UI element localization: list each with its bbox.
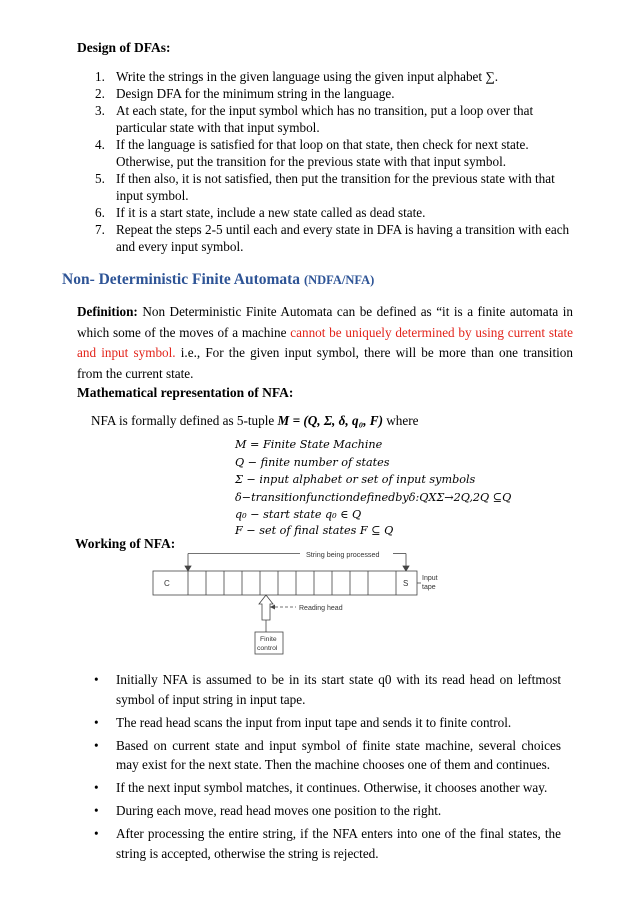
list-item	[77, 713, 561, 733]
step-number: 5.	[95, 171, 105, 186]
list-item	[77, 736, 561, 775]
working-heading: Working of NFA:	[75, 536, 176, 551]
bullet-glyph: •	[94, 714, 99, 730]
list-item	[77, 170, 572, 204]
definition-line-m: M = Finite State Machine	[235, 438, 383, 451]
list-item	[77, 85, 572, 102]
list-item	[77, 670, 561, 709]
bullet-glyph: •	[94, 672, 99, 687]
step-number: 6.	[95, 205, 105, 220]
definition-line-delta: δ−transitionfunctiondefinedbyδ:QXΣ→2Q,2Q ⊆Q	[235, 491, 512, 504]
bullet-text: Initially NFA is assumed to be in its start state q0 with its read head on leftmost symbol of input string in input tape.	[116, 672, 561, 707]
tuple-suffix: where	[382, 413, 419, 428]
tape-label-line-1: Input	[422, 575, 438, 582]
bullet-text: The read head scans the input from input tape and sends it to finite control.	[116, 714, 512, 730]
step-number: 2.	[95, 86, 105, 101]
step-text: If then also, it is not satisfied, then put the transition for the previous state with that input symbol.	[116, 171, 555, 203]
tuple-prefix: NFA is formally defined as 5-tuple	[91, 413, 278, 428]
bullet-text: If the next input symbol matches, it continues. Otherwise, it chooses another way.	[116, 780, 548, 795]
definition-line-sigma: Σ − input alphabet or set of input symbols	[235, 473, 476, 486]
step-number: 7.	[95, 222, 105, 237]
step-text: Design DFA for the minimum string in the language.	[116, 86, 395, 101]
tape-cell-start: C	[164, 579, 170, 588]
step-number: 1.	[95, 69, 105, 84]
bullet-glyph: •	[94, 780, 99, 795]
step-text: If the language is satisfied for that loop on that state, then check for next state. Otherwise, put the transition for the previous state with that input symbol.	[116, 137, 529, 169]
bullet-text: Based on current state and input symbol of finite state machine, several choices may exist for the next state. Then the machine chooses one of them and continues.	[116, 737, 561, 772]
nfa-working-list	[77, 670, 561, 867]
bullet-glyph: •	[94, 803, 99, 818]
list-item	[77, 778, 561, 798]
definition-highlight: cannot be uniquely determined by using current state and input symbol.	[77, 324, 573, 360]
tape-cell-end: S	[403, 579, 409, 588]
math-heading: Mathematical representation of NFA:	[77, 385, 294, 400]
list-item	[77, 801, 561, 821]
definition-line-q0: q₀ − start state q₀ ∈ Q	[235, 508, 362, 521]
definition-label: Definition:	[77, 304, 138, 319]
nfa-working-diagram	[0, 540, 638, 665]
control-label-line-2: control	[257, 645, 278, 652]
design-steps-list	[77, 68, 572, 255]
control-label-line-1: Finite	[260, 636, 277, 643]
definition-text-1: Non Deterministic Finite Automata can be defined as “it is a finite automata in which some of the moves of a machine	[77, 304, 573, 340]
list-item	[77, 824, 561, 863]
step-text: If it is a start state, include a new state called as dead state.	[116, 205, 426, 220]
list-item	[77, 68, 572, 85]
reading-head-label: Reading head	[299, 605, 343, 612]
design-heading: Design of DFAs:	[77, 40, 171, 55]
step-text: Write the strings in the given language using the given input alphabet ∑.	[116, 69, 499, 84]
step-text: Repeat the steps 2-5 until each and every state in DFA is having a transition with each and every input symbol.	[116, 222, 570, 254]
bullet-text: During each move, read head moves one position to the right.	[116, 803, 442, 818]
string-label: String being processed	[306, 550, 380, 559]
list-item	[77, 102, 572, 136]
definition-text-2: i.e., For the given input symbol, there will be more than one transition from the current state.	[77, 345, 573, 381]
tuple-formula: M = (Q, Σ, δ, q₀, F)	[277, 413, 383, 428]
step-text: At each state, for the input symbol which has no transition, put a loop over that particular state with that input symbol.	[116, 103, 534, 135]
bullet-text: After processing the entire string, if the NFA enters into one of the final states, the string is accepted, otherwise the string is rejected.	[116, 826, 561, 861]
step-number: 4.	[95, 137, 105, 152]
list-item	[77, 221, 572, 255]
definition-line-q: Q − finite number of states	[235, 456, 390, 469]
nfa-heading-abbr: (NDFA/NFA)	[303, 273, 375, 287]
tape-label-line-2: tape	[422, 584, 436, 591]
definition-paragraph	[77, 302, 573, 384]
bullet-glyph: •	[94, 737, 99, 753]
nfa-heading	[62, 271, 374, 289]
reading-head-icon	[259, 595, 273, 620]
nfa-heading-main: Non- Deterministic Finite Automata	[62, 271, 304, 288]
list-item	[77, 136, 572, 170]
step-number: 3.	[95, 103, 105, 118]
tuple-line	[91, 413, 419, 429]
definition-line-f: F − set of final states F ⊆ Q	[235, 524, 394, 537]
list-item	[77, 204, 572, 221]
bullet-glyph: •	[94, 826, 99, 841]
